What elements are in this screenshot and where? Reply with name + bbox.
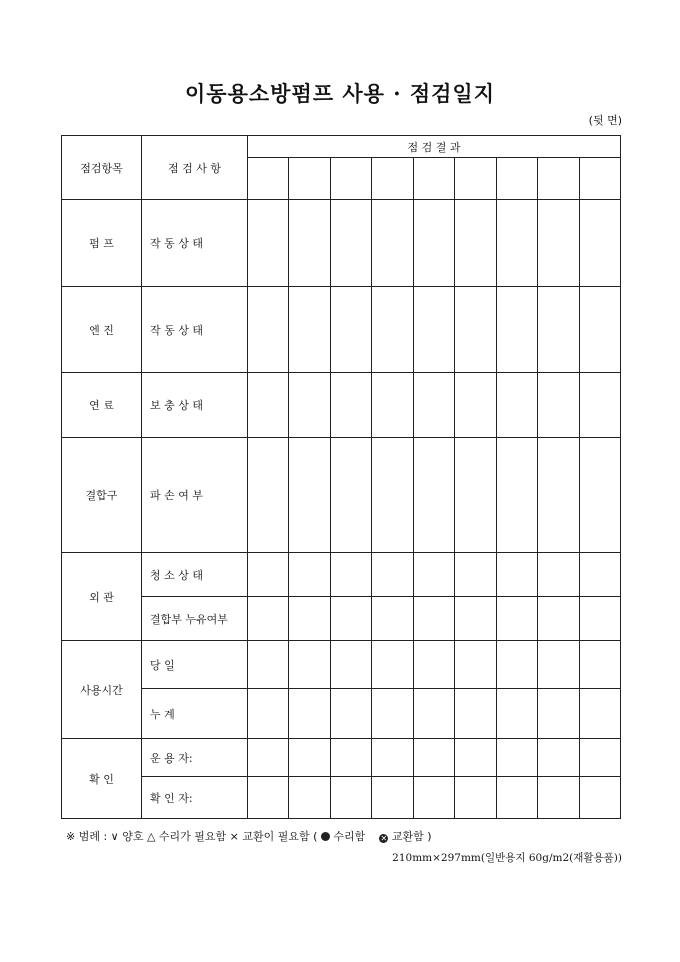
table-row <box>62 287 621 373</box>
result-cell[interactable] <box>455 777 496 819</box>
circle-x-icon: ✕ <box>380 834 388 843</box>
legend-suffix: ) <box>427 830 432 843</box>
check-cell: 결합부 누유여부 <box>142 597 248 641</box>
result-cell[interactable] <box>330 287 371 373</box>
page-title: 이동용소방펌프 사용 · 점검일지 <box>185 81 495 106</box>
result-cell[interactable] <box>496 553 537 597</box>
result-cell[interactable] <box>455 287 496 373</box>
result-cell[interactable] <box>248 739 289 777</box>
result-cell[interactable] <box>496 200 537 287</box>
result-cell[interactable] <box>372 641 413 689</box>
result-cell[interactable] <box>248 200 289 287</box>
table-row <box>62 739 621 777</box>
result-cell[interactable] <box>289 739 330 777</box>
check-cell: 작 동 상 태 <box>142 287 248 373</box>
table-row <box>62 641 621 689</box>
result-cell[interactable] <box>579 200 621 287</box>
result-column-header[interactable] <box>289 158 330 200</box>
result-cell[interactable] <box>579 287 621 373</box>
result-cell[interactable] <box>289 373 330 438</box>
result-cell[interactable] <box>372 689 413 739</box>
result-cell[interactable] <box>289 777 330 819</box>
result-cell[interactable] <box>289 438 330 553</box>
result-cell[interactable] <box>330 373 371 438</box>
result-column-header[interactable] <box>248 158 289 200</box>
result-cell[interactable] <box>455 689 496 739</box>
result-cell[interactable] <box>496 641 537 689</box>
legend-repaired: 수리함 <box>333 830 366 843</box>
result-cell[interactable] <box>538 597 579 641</box>
table-row <box>62 438 621 553</box>
result-cell[interactable] <box>538 553 579 597</box>
result-cell[interactable] <box>248 641 289 689</box>
item-cell: 확 인 <box>62 739 142 819</box>
item-cell: 연 료 <box>62 373 142 438</box>
result-cell[interactable] <box>496 438 537 553</box>
check-cell: 청 소 상 태 <box>142 553 248 597</box>
result-cell[interactable] <box>330 777 371 819</box>
check-cell: 당 일 <box>142 641 248 689</box>
result-cell[interactable] <box>579 373 621 438</box>
legend-replaced: 교환함 <box>391 830 424 843</box>
result-cell[interactable] <box>413 641 454 689</box>
table-row <box>62 373 621 438</box>
result-cell[interactable] <box>538 373 579 438</box>
result-cell[interactable] <box>538 438 579 553</box>
item-cell: 외 관 <box>62 553 142 641</box>
result-cell[interactable] <box>413 373 454 438</box>
check-cell: 작 동 상 태 <box>142 200 248 287</box>
filled-circle-icon <box>321 832 330 841</box>
page-side-label: (뒷 면) <box>588 114 622 127</box>
check-cell: 파 손 여 부 <box>142 438 248 553</box>
table-row <box>62 553 621 597</box>
result-cell[interactable] <box>248 373 289 438</box>
item-cell: 결합구 <box>62 438 142 553</box>
result-cell[interactable] <box>455 553 496 597</box>
result-cell[interactable] <box>289 597 330 641</box>
result-column-header[interactable] <box>579 158 621 200</box>
result-cell[interactable] <box>372 777 413 819</box>
result-cell[interactable] <box>579 641 621 689</box>
result-cell[interactable] <box>455 739 496 777</box>
check-cell: 운 용 자: <box>142 739 248 777</box>
result-cell[interactable] <box>248 553 289 597</box>
result-cell[interactable] <box>413 200 454 287</box>
result-cell[interactable] <box>372 287 413 373</box>
result-cell[interactable] <box>289 553 330 597</box>
legend <box>66 828 432 844</box>
item-cell: 엔 진 <box>62 287 142 373</box>
paper-spec: 210mm×297mm(일반용지 60g/m2(재활용품)) <box>392 852 622 864</box>
result-cell[interactable] <box>496 739 537 777</box>
result-cell[interactable] <box>330 597 371 641</box>
result-column-header[interactable] <box>496 158 537 200</box>
result-cell[interactable] <box>496 689 537 739</box>
result-cell[interactable] <box>413 438 454 553</box>
item-cell: 사용시간 <box>62 641 142 739</box>
header-check: 점 검 사 항 <box>142 136 248 200</box>
result-cell[interactable] <box>455 373 496 438</box>
result-cell[interactable] <box>330 641 371 689</box>
result-cell[interactable] <box>330 739 371 777</box>
result-cell[interactable] <box>330 200 371 287</box>
result-cell[interactable] <box>579 438 621 553</box>
result-cell[interactable] <box>248 287 289 373</box>
table-row <box>62 200 621 287</box>
result-cell[interactable] <box>413 739 454 777</box>
check-cell: 보 충 상 태 <box>142 373 248 438</box>
result-cell[interactable] <box>579 739 621 777</box>
result-cell[interactable] <box>455 597 496 641</box>
result-cell[interactable] <box>538 287 579 373</box>
result-column-header[interactable] <box>330 158 371 200</box>
result-cell[interactable] <box>496 777 537 819</box>
result-cell[interactable] <box>579 553 621 597</box>
header-results: 점 검 결 과 <box>248 136 621 158</box>
inspection-log-table <box>61 135 621 819</box>
result-cell[interactable] <box>413 777 454 819</box>
result-cell[interactable] <box>372 597 413 641</box>
result-cell[interactable] <box>289 641 330 689</box>
result-cell[interactable] <box>538 739 579 777</box>
result-cell[interactable] <box>413 553 454 597</box>
result-cell[interactable] <box>455 438 496 553</box>
result-cell[interactable] <box>413 287 454 373</box>
result-column-header[interactable] <box>538 158 579 200</box>
table-row <box>62 689 621 739</box>
result-cell[interactable] <box>248 777 289 819</box>
header-item: 점검항목 <box>62 136 142 200</box>
result-cell[interactable] <box>372 739 413 777</box>
result-cell[interactable] <box>372 373 413 438</box>
result-cell[interactable] <box>330 553 371 597</box>
result-cell[interactable] <box>413 597 454 641</box>
result-cell[interactable] <box>413 689 454 739</box>
result-cell[interactable] <box>372 200 413 287</box>
check-cell: 누 계 <box>142 689 248 739</box>
result-cell[interactable] <box>330 689 371 739</box>
result-column-header[interactable] <box>372 158 413 200</box>
result-column-header[interactable] <box>455 158 496 200</box>
result-cell[interactable] <box>248 438 289 553</box>
result-cell[interactable] <box>455 200 496 287</box>
result-cell[interactable] <box>289 200 330 287</box>
result-cell[interactable] <box>579 777 621 819</box>
legend-prefix: ※ 범례 : ∨ 양호 △ 수리가 필요함 × 교환이 필요함 ( <box>66 830 318 843</box>
result-cell[interactable] <box>496 597 537 641</box>
result-cell[interactable] <box>248 597 289 641</box>
table-row <box>62 777 621 819</box>
result-cell[interactable] <box>330 438 371 553</box>
result-cell[interactable] <box>248 689 289 739</box>
result-cell[interactable] <box>496 287 537 373</box>
item-cell: 펌 프 <box>62 200 142 287</box>
result-cell[interactable] <box>579 597 621 641</box>
result-cell[interactable] <box>289 287 330 373</box>
table-row <box>62 597 621 641</box>
result-cell[interactable] <box>538 777 579 819</box>
check-cell: 확 인 자: <box>142 777 248 819</box>
result-cell[interactable] <box>538 641 579 689</box>
result-column-header[interactable] <box>413 158 454 200</box>
result-cell[interactable] <box>289 689 330 739</box>
result-cell[interactable] <box>372 553 413 597</box>
result-cell[interactable] <box>455 641 496 689</box>
result-cell[interactable] <box>538 689 579 739</box>
result-cell[interactable] <box>372 438 413 553</box>
result-cell[interactable] <box>496 373 537 438</box>
result-cell[interactable] <box>579 689 621 739</box>
result-cell[interactable] <box>538 200 579 287</box>
